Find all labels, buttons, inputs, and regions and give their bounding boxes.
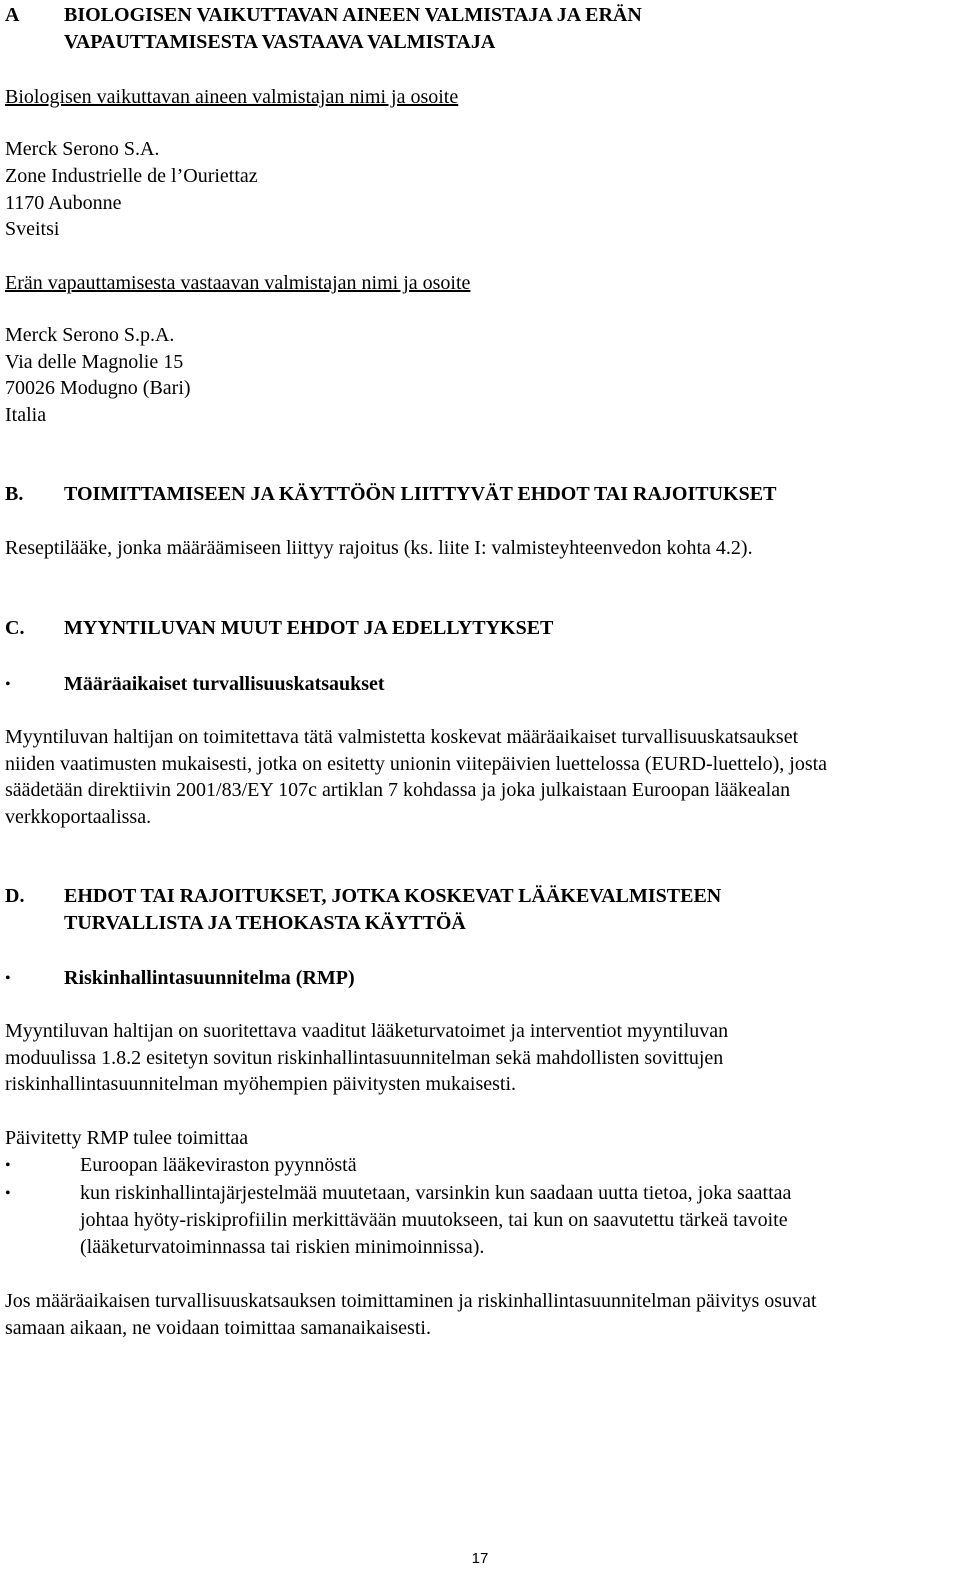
section-c-paragraph-line: säädetään direktiivin 2001/83/EY 107c artiklan 7 kohdassa ja joka julkaistaan Euroopan lääkealan [5,779,791,801]
section-a-title-line1: BIOLOGISEN VAIKUTTAVAN AINEEN VALMISTAJA JA ERÄN [64,4,642,26]
section-c-paragraph-line: niiden vaatimusten mukaisesti, jotka on esitetty unionin viitepäivien luettelossa (EURD-luettelo), josta [5,753,828,775]
section-d-paragraph-line: riskinhallintasuunnitelman myöhempien päivitysten mukaisesti. [5,1073,517,1095]
section-d-paragraph-line: moduulissa 1.8.2 esitetyn sovitun riskinhallintasuunnitelman sekä mahdollisten sovittujen [5,1047,724,1069]
section-d-paragraph-line: Myyntiluvan haltijan on suoritettava vaaditut lääketurvatoimet ja interventiot myyntiluvan [5,1020,729,1042]
batch-address-line: Merck Serono S.p.A. [5,324,175,346]
rmp-update-item: Euroopan lääkeviraston pyynnöstä [80,1154,357,1176]
rmp-update-item-cont: johtaa hyöty-riskiprofiilin merkittävään muutokseen, tai kun on saavutettu tärkeä tavoite [80,1209,788,1231]
page-number: 17 [471,1550,489,1567]
section-a-letter: A [5,4,20,26]
section-c-title: MYYNTILUVAN MUUT EHDOT JA EDELLYTYKSET [64,617,554,639]
rmp-update-item-cont: (lääketurvatoiminnassa tai riskien minimoinnissa). [80,1236,485,1258]
section-a-title-line2: VAPAUTTAMISESTA VASTAAVA VALMISTAJA [64,31,496,53]
section-b-title: TOIMITTAMISEEN JA KÄYTTÖÖN LIITTYVÄT EHDOT TAI RAJOITUKSET [64,483,777,505]
batch-release-heading: Erän vapauttamisesta vastaavan valmistajan nimi ja osoite [5,272,471,294]
bio-address-line: Zone Industrielle de l’Ouriettaz [5,165,258,187]
batch-address-line: 70026 Modugno (Bari) [5,377,191,399]
rmp-update-intro: Päivitetty RMP tulee toimittaa [5,1127,249,1149]
section-d-title-line2: TURVALLISTA JA TEHOKASTA KÄYTTÖÄ [64,912,466,934]
bullet-icon: • [5,1185,11,1202]
bullet-icon: • [5,970,11,987]
section-d-closing-line: samaan aikaan, ne voidaan toimittaa samanaikaisesti. [5,1317,431,1339]
bio-address-line: 1170 Aubonne [5,192,122,214]
section-b-text: Reseptilääke, jonka määräämiseen liittyy rajoitus (ks. liite I: valmisteyhteenvedon kohta 4.2). [5,537,753,559]
bio-address-line: Sveitsi [5,218,60,240]
section-d-title-line1: EHDOT TAI RAJOITUKSET, JOTKA KOSKEVAT LÄÄKEVALMISTEEN [64,885,722,907]
bullet-icon: • [5,1157,11,1174]
batch-address-line: Italia [5,404,47,426]
section-c-letter: C. [5,617,25,639]
bio-address-line: Merck Serono S.A. [5,138,160,160]
rmp-update-item: kun riskinhallintajärjestelmää muutetaan, varsinkin kun saadaan uutta tietoa, joka saattaa [80,1182,792,1204]
section-b-letter: B. [5,483,24,505]
bio-manufacturer-heading: Biologisen vaikuttavan aineen valmistajan nimi ja osoite [5,86,459,108]
bullet-icon: • [5,676,11,693]
section-c-paragraph-line: Myyntiluvan haltijan on toimitettava tätä valmistetta koskevat määräaikaiset turvallisuuskatsaukset [5,726,799,748]
batch-address-line: Via delle Magnolie 15 [5,351,184,373]
psur-heading: Määräaikaiset turvallisuuskatsaukset [64,673,385,695]
rmp-heading: Riskinhallintasuunnitelma (RMP) [64,967,355,989]
section-d-closing-line: Jos määräaikaisen turvallisuuskatsauksen toimittaminen ja riskinhallintasuunnitelman päivitys osuvat [5,1290,817,1312]
section-c-paragraph-line: verkkoportaalissa. [5,806,152,828]
section-d-letter: D. [5,885,25,907]
